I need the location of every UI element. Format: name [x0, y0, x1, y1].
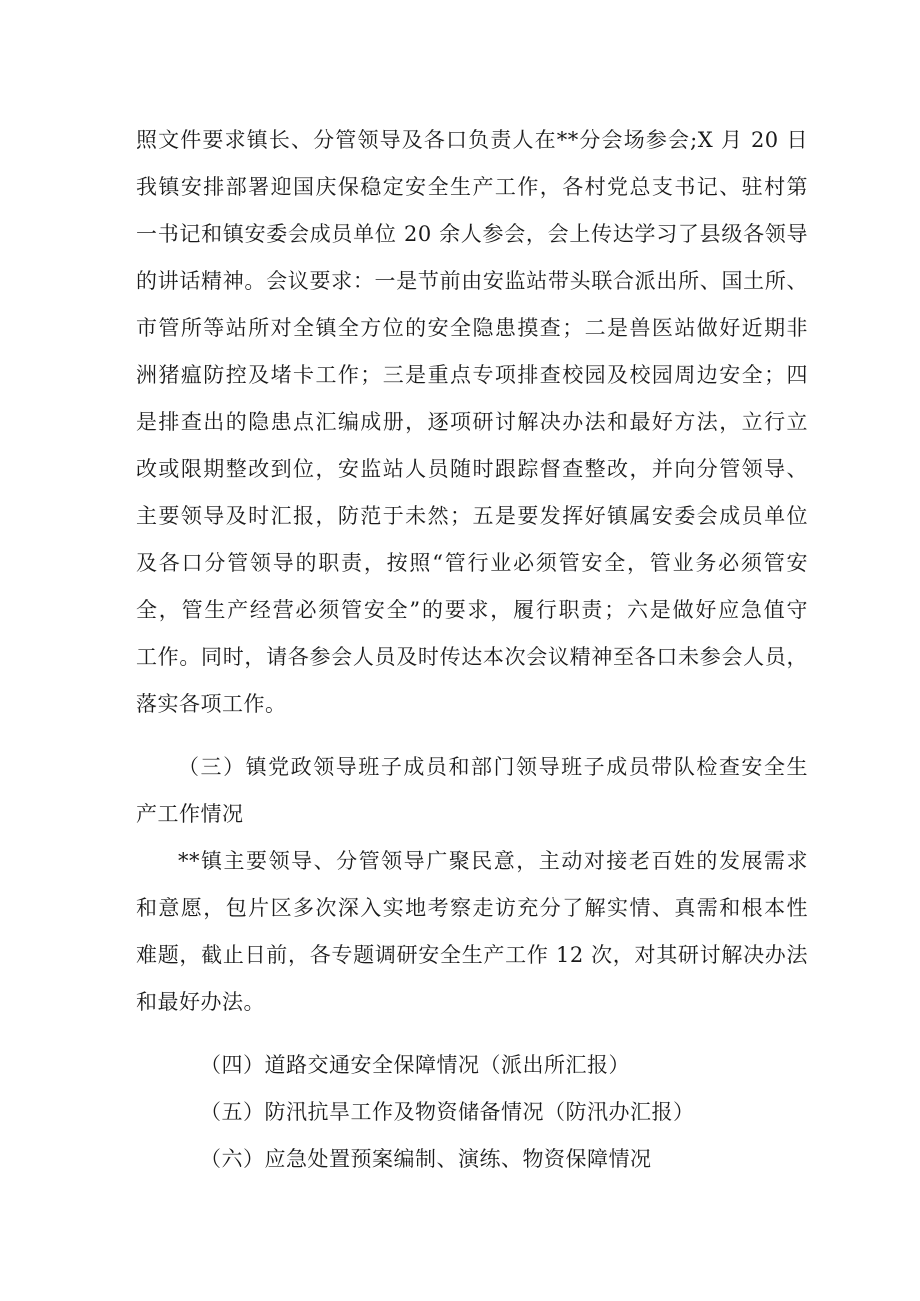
text-line: 是排查出的隐患点汇编成册，逐项研讨解决办法和最好方法，立行立	[136, 410, 808, 434]
text-line: 全，管生产经营必须管安全”的要求，履行职责；六是做好应急值守	[136, 598, 808, 622]
text-line: 洲猪瘟防控及堵卡工作；三是重点专项排查校园及校园周边安全；四	[136, 363, 808, 387]
text-line: 照文件要求镇长、分管领导及各口负责人在**分会场参会;X 月 20 日	[136, 128, 808, 152]
section-heading-6: （六）应急处置预案编制、演练、物资保障情况	[200, 1147, 652, 1171]
text-line: **镇主要领导、分管领导广聚民意，主动对接老百姓的发展需求	[178, 849, 808, 873]
section-heading-4: （四）道路交通安全保障情况（派出所汇报）	[200, 1053, 630, 1077]
section-heading-5: （五）防汛抗旱工作及物资储备情况（防汛办汇报）	[200, 1100, 695, 1124]
text-line: 的讲话精神。会议要求：一是节前由安监站带头联合派出所、国土所、	[136, 269, 808, 293]
text-line: 工作。同时，请各参会人员及时传达本次会议精神至各口未参会人员，	[136, 645, 808, 669]
heading-line: 产工作情况	[136, 802, 244, 826]
text-line: 和最好办法。	[136, 990, 265, 1014]
heading-line: （三）镇党政领导班子成员和部门领导班子成员带队检查安全生	[178, 755, 808, 779]
text-line: 及各口分管领导的职责，按照“管行业必须管安全，管业务必须管安	[136, 551, 808, 575]
text-line: 改或限期整改到位，安监站人员随时跟踪督查整改，并向分管领导、	[136, 457, 808, 481]
text-line: 和意愿，包片区多次深入实地考察走访充分了解实情、真需和根本性	[136, 896, 808, 920]
text-line: 难题，截止日前，各专题调研安全生产工作 12 次，对其研讨解决办法	[136, 943, 808, 967]
text-line: 主要领导及时汇报，防范于未然；五是要发挥好镇属安委会成员单位	[136, 504, 808, 528]
text-line: 一书记和镇安委会成员单位 20 余人参会，会上传达学习了县级各领导	[136, 222, 808, 246]
text-line: 市管所等站所对全镇全方位的安全隐患摸查；二是兽医站做好近期非	[136, 316, 808, 340]
text-line: 落实各项工作。	[136, 692, 287, 716]
text-line: 我镇安排部署迎国庆保稳定安全生产工作，各村党总支书记、驻村第	[136, 175, 808, 199]
